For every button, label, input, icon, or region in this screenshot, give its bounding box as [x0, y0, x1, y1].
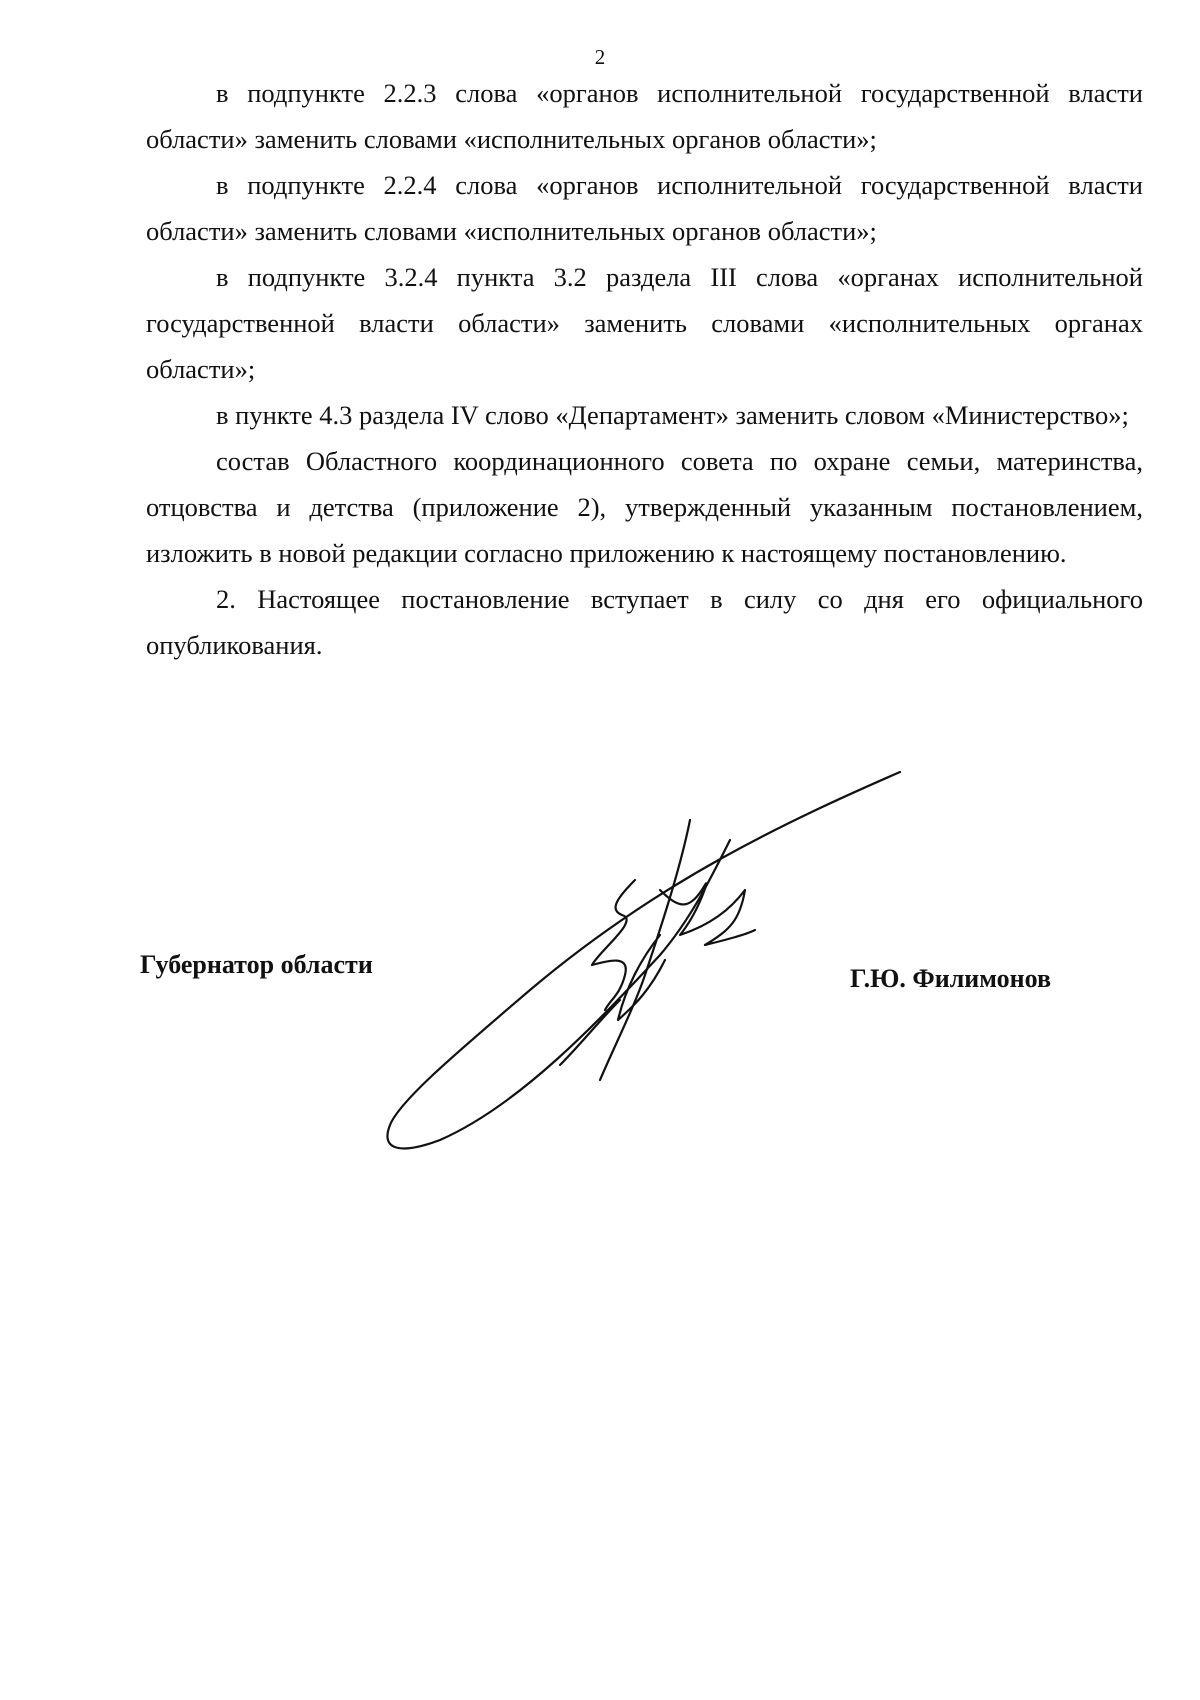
paragraph-2: в подпункте 2.2.4 слова «органов исполнительной государственной власти области» заменить словами «исполнительных органов области»;	[146, 170, 1143, 246]
signature-block	[0, 950, 1200, 1010]
page-number: 2	[594, 45, 606, 69]
paragraph-3: в подпункте 3.2.4 пункта 3.2 раздела III слова «органах исполнительной государственной власти области» заменить словами «исполнительных органах области»;	[146, 262, 1143, 384]
signatory-title: Губернатор области	[140, 950, 373, 979]
paragraph-5: состав Областного координационного совета по охране семьи, материнства, отцовства и детства (приложение 2), утвержденный указанным постановлением, изложить в новой редакции согласно приложению к настоящему постановлению.	[146, 446, 1143, 568]
signatory-name: Г.Ю. Филимонов	[850, 964, 1052, 993]
paragraph-1: в подпункте 2.2.3 слова «органов исполнительной государственной власти области» заменить словами «исполнительных органов области»;	[146, 78, 1143, 154]
paragraph-4: в пункте 4.3 раздела IV слово «Департамент» заменить словом «Министерство»;	[216, 400, 1129, 430]
document-body	[146, 70, 1143, 668]
paragraph-6: 2. Настоящее постановление вступает в силу со дня его официального опубликования.	[146, 584, 1143, 660]
